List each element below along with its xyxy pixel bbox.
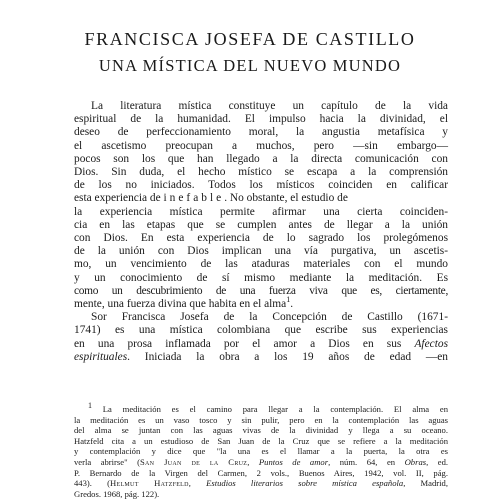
body-line: deseo de perfeccionamiento moral, la angustia metafísica y xyxy=(74,126,448,139)
author-name: Helmut Hatzfeld xyxy=(109,478,189,489)
footnote-text-run: La meditación es el camino para llegar a la contemplación. El alma en xyxy=(92,404,448,414)
footnote-text-run: , ed. xyxy=(426,457,449,467)
work-title: Puntos de amor xyxy=(258,457,329,467)
footnote-line xyxy=(74,401,448,415)
body-line: de la unión con Dios implican una vía purgativa, un ascetis- xyxy=(74,245,448,258)
body-line xyxy=(74,192,448,205)
body-text-run: . Iniciada la obra a los 19 años de edad —en xyxy=(127,350,448,363)
body-line: pocos son los que han llegado a la directa comunicación con xyxy=(74,152,448,165)
footnote-text-run: , núm. 64, en xyxy=(328,457,405,467)
body-line: de los no iniciados. Todos los místicos coinciden en calificar xyxy=(74,179,448,192)
body-text-run: en una prosa inflamada por el amor a Dios en sus xyxy=(74,337,415,350)
body-text-run: mente, una fuerza divina que habita en el alma xyxy=(74,298,287,310)
footnote-number: 1 xyxy=(88,401,92,411)
body-line: el ascetismo preocupan a muchos, pero —sin embargo— xyxy=(74,139,448,152)
footnote-line: P. Bernardo de la Virgen del Carmen, 2 vols., Buenos Aires, 1942, vol. II, pág. xyxy=(74,467,448,478)
body-line: mo, un vencimiento de las ataduras materiales con el mundo xyxy=(74,258,448,271)
footnote-marker: 1 xyxy=(286,295,291,305)
book-title: Afectos xyxy=(414,337,448,350)
body-text-run: . xyxy=(290,298,294,310)
body-line: la experiencia mística permite afirmar una cierta coinciden- xyxy=(74,205,448,218)
footnote-line: y contemplación y dice que "la una es el llamar a la puerta, la otra es xyxy=(74,446,448,457)
work-title: Estudios literarios sobre mística española xyxy=(206,478,404,489)
body-line: Dios. Sin duda, el hecho místico se escapa a la comprensión xyxy=(74,166,448,178)
body-line xyxy=(74,338,448,351)
footnote-line xyxy=(74,478,448,489)
body-text-run: . No obstante, el estudio de xyxy=(224,192,348,205)
author-name: San Juan de la Cruz xyxy=(139,457,248,467)
body-line: Sor Francisca Josefa de la Concepción de Castillo (1671- xyxy=(91,311,448,324)
body-line: 1741) es una mística colombiana que escribe sus experiencias xyxy=(74,324,448,337)
body-line xyxy=(74,351,448,364)
book-title: espirituales xyxy=(74,350,128,363)
footnote-line: la meditación es un vaso tosco y sin pulir, pero en la contemplación las aguas xyxy=(74,414,448,425)
body-line xyxy=(74,295,448,311)
footnote-text-run: , xyxy=(188,478,207,489)
body-line: espiritual de la humanidad. El impulso hacia la divinidad, el xyxy=(74,113,448,126)
footnote-text-run: 443). ( xyxy=(74,478,110,489)
article-subtitle: UNA MÍSTICA DEL NUEVO MUNDO xyxy=(98,56,402,75)
emphasized-word: inefable xyxy=(163,192,225,205)
work-title: Obras xyxy=(404,457,427,467)
body-line: y un conocimiento de sí mismo mediante la meditación. Es xyxy=(74,271,448,284)
footnote-line: Hatzfeld cita a un estudioso de San Juan de la Cruz que se refiere a la meditación xyxy=(74,435,448,446)
body-line: La literatura mística constituye un capítulo de la vida xyxy=(91,100,448,112)
body-line: cia en las etapas que se cumplen antes de llegar a la unión xyxy=(74,218,448,231)
article-title: FRANCISCA JOSEFA DE CASTILLO xyxy=(84,29,416,49)
body-text-run: esta experiencia de xyxy=(74,192,164,205)
footnote-line xyxy=(74,457,448,468)
footnote-text-run: , xyxy=(247,457,259,467)
footnote-line: Gredos. 1968, pág. 122). xyxy=(74,488,160,499)
footnote-text-run: verla abrirse" ( xyxy=(74,457,140,467)
body-line: con Dios. En esta experiencia de lo sagrado los prolegómenos xyxy=(74,232,448,244)
body-line: como un descubrimiento de una fuerza viva que es, ciertamente, xyxy=(74,284,448,297)
footnote-line: del alma se juntan con las aguas vivas de la divinidad y llega a su oceano. xyxy=(74,425,448,436)
footnote-text-run: , Madrid, xyxy=(403,478,448,489)
